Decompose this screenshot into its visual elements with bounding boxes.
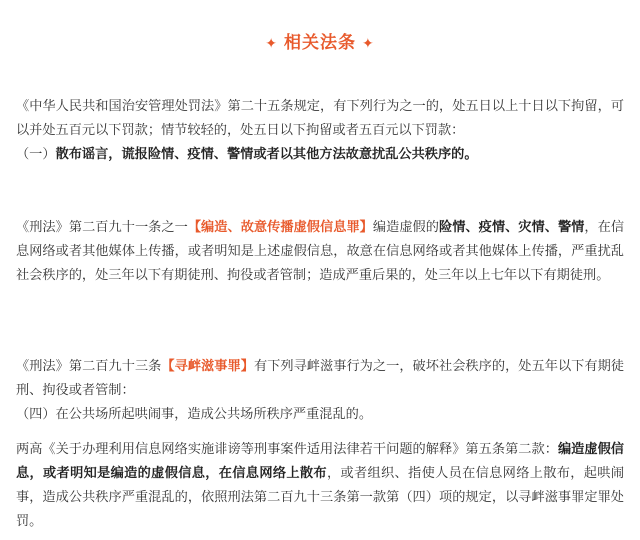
article-lead: 《刑法》第二百九十一条之一 [16, 220, 188, 235]
article-lead: 两高《关于办理利用信息网络实施诽谤等刑事案件适用法律若干问题的解释》第五条第二款： [16, 442, 558, 457]
article-lead: 《刑法》第二百九十三条 [16, 359, 162, 374]
article-paragraph [16, 355, 624, 403]
article-item [16, 403, 624, 427]
judicial-interpretation [16, 438, 624, 534]
crime-name: 【寻衅滋事罪】 [161, 359, 254, 374]
article-intro-text: 《中华人民共和国治安管理处罚法》第二十五条规定，有下列行为之一的，处五日以上十日以下拘留，可以并处五百元以下罚款；情节较轻的，处五日以下拘留或者五百元以下罚款： [16, 99, 624, 138]
section-title [0, 28, 640, 53]
article-text-1: 编造虚假的 [372, 220, 439, 235]
crime-name: 【编造、故意传播虚假信息罪】 [187, 220, 373, 235]
article-bold-1: 险情、疫情、灾情、警情 [439, 220, 585, 235]
article-text-1: 有下列寻衅滋事行为之一，破坏社会秩序的，处五年以下有期徒刑、拘役或者管制： [16, 359, 625, 398]
article-intro [16, 95, 624, 143]
star-icon-right: ✦ [362, 36, 375, 52]
law-article-criminal-293 [16, 355, 624, 427]
item-bold-text: 散布谣言，谎报险情、疫情、警情或者以其他方法故意扰乱公共秩序的。 [55, 147, 478, 162]
law-article-public-security [16, 95, 624, 167]
article-text-2: ，在信息网络或者其他媒体上传播，或者明知是上述虚假信息，故意在信息网络或者其他媒体上传播，严重扰乱社会秩序的，处三年以下有期徒刑、拘役或者管制；造成严重后果的，处三年以上七年以下有期徒刑。 [16, 220, 625, 283]
article-bold-1: 编造虚假信息，或者明知是编造的虚假信息，在信息网络上散布 [16, 442, 624, 481]
item-text: （四）在公共场所起哄闹事，造成公共场所秩序严重混乱的。 [16, 407, 373, 422]
item-prefix: （一） [16, 147, 56, 162]
star-icon-left: ✦ [265, 36, 278, 52]
title-text: 相关法条 [284, 33, 356, 53]
article-paragraph [16, 216, 624, 288]
article-paragraph [16, 438, 624, 534]
law-article-criminal-291 [16, 216, 624, 288]
article-item [16, 143, 624, 167]
article-text-1: ，或者组织、指使人员在信息网络上散布，起哄闹事，造成公共秩序严重混乱的，依照刑法第二百九十三条第一款第（四）项的规定，以寻衅滋事罪定罪处罚。 [16, 466, 625, 529]
